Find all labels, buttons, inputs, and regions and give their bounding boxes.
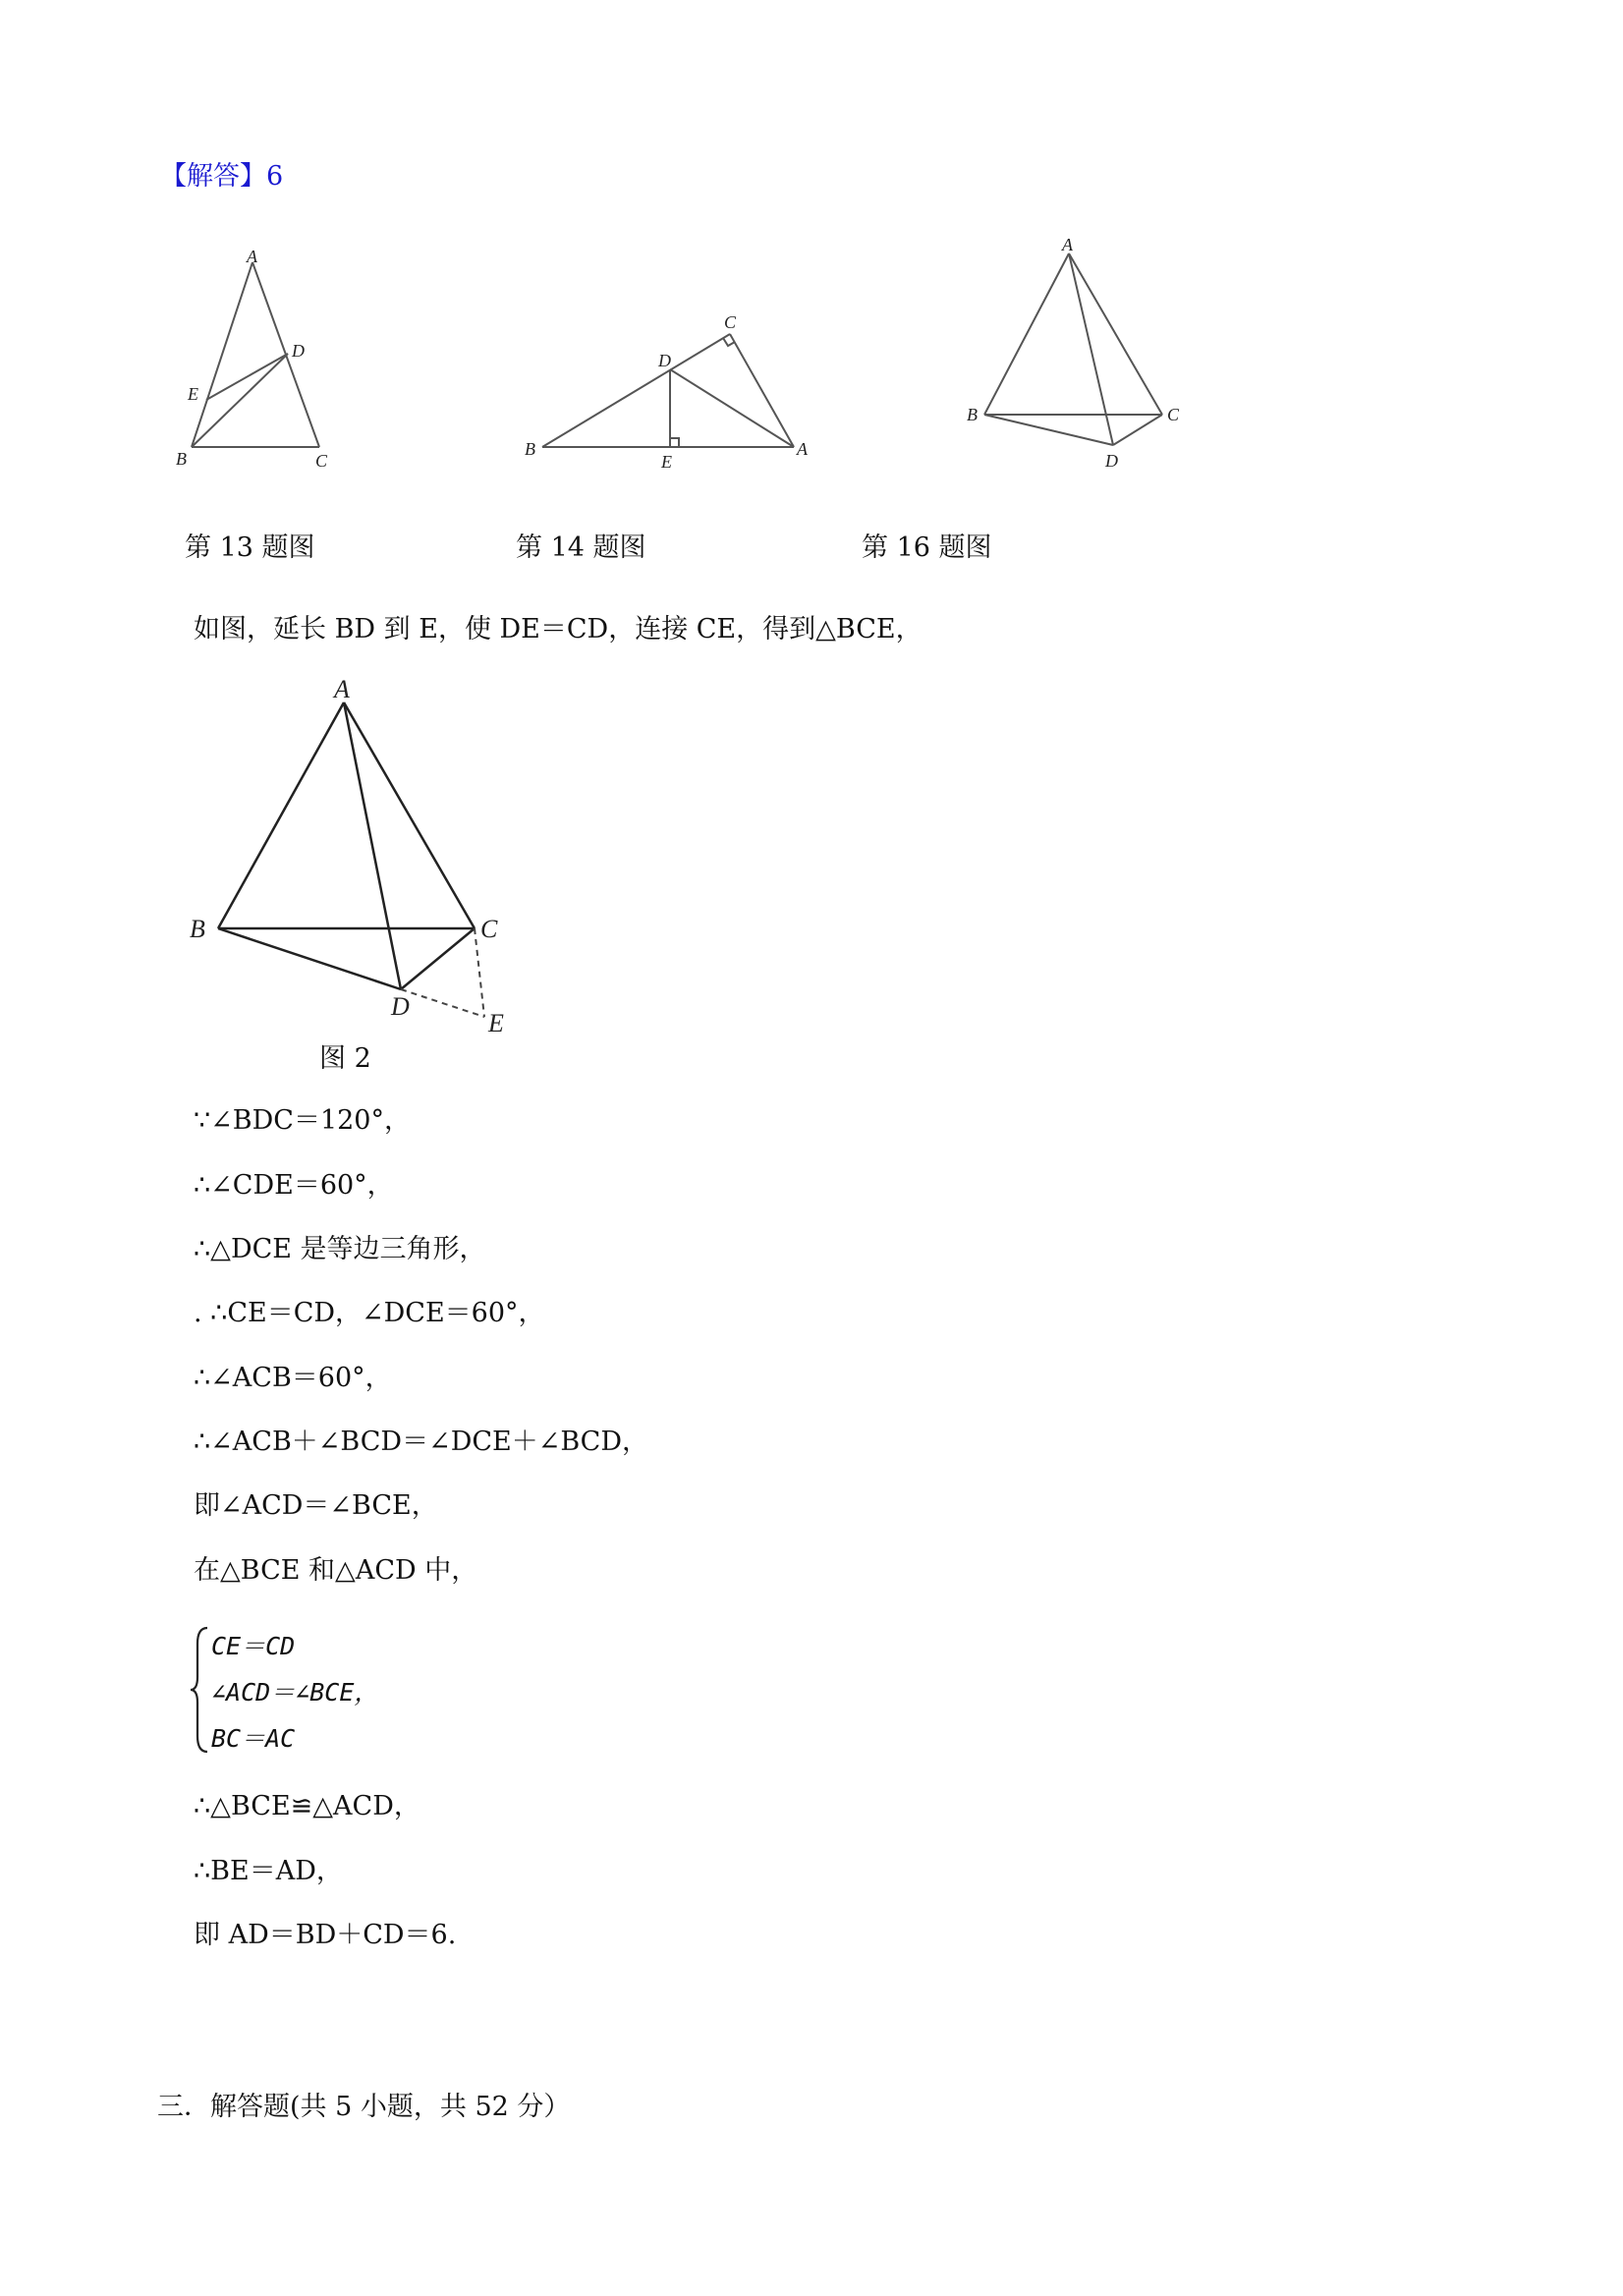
fig16-label-b: B [967, 405, 978, 424]
figure-13 [162, 241, 349, 476]
proof-step: ∴∠ACB＝60°， [194, 1363, 392, 1393]
system-line: CE＝CD [211, 1632, 296, 1660]
conclusion-step: ∴△BCE≌△ACD， [194, 1791, 420, 1821]
fig13-label-e: E [188, 384, 198, 404]
fig2-label-d: D [391, 992, 410, 1021]
fig16-label-c: C [1167, 405, 1180, 424]
fig14-label-e: E [661, 452, 672, 472]
fig2-label-b: B [190, 915, 205, 943]
proof-step: . ∴CE＝CD，∠DCE＝60°， [194, 1298, 545, 1328]
proof-step: ∴△DCE 是等边三角形， [194, 1234, 486, 1264]
proof-step: ∵∠BDC＝120°， [194, 1105, 411, 1136]
fig14-label-c: C [724, 312, 737, 332]
figure-16 [958, 231, 1194, 486]
conclusion-step: 即 AD＝BD＋CD＝6. [194, 1920, 457, 1950]
fig2-caption: 图 2 [319, 1043, 371, 1074]
fig14-caption: 第 14 题图 [516, 532, 646, 563]
answer-value: 6 [266, 161, 284, 192]
fig16-label-d: D [1105, 451, 1118, 471]
proof-step: 在△BCE 和△ACD 中， [194, 1555, 478, 1586]
fig2-label-c: C [480, 915, 498, 943]
fig13-label-c: C [315, 451, 328, 471]
figure-2 [182, 668, 535, 1091]
system-line: ∠ACD＝∠BCE， [211, 1678, 379, 1707]
fig14-label-b: B [525, 439, 535, 459]
fig13-label-a: A [247, 247, 257, 266]
proof-step: 即∠ACD＝∠BCE， [194, 1490, 438, 1521]
fig16-caption: 第 16 题图 [862, 532, 992, 563]
system-line: BC＝AC [211, 1724, 296, 1753]
fig2-label-a: A [334, 675, 350, 703]
proof-step: ∴∠ACB＋∠BCD＝∠DCE＋∠BCD， [194, 1427, 648, 1457]
fig14-label-a: A [797, 439, 808, 459]
section-heading: 三．解答题(共 5 小题，共 52 分） [157, 2092, 571, 2122]
answer-label: 【解答】 [160, 161, 266, 192]
proof-step: ∴∠CDE＝60°， [194, 1170, 394, 1201]
system-brace [190, 1626, 209, 1754]
intro-text: 如图，延长 BD 到 E，使 DE＝CD，连接 CE，得到△BCE， [194, 614, 923, 644]
fig14-label-d: D [658, 351, 671, 370]
figure-14 [516, 305, 820, 472]
fig13-label-b: B [176, 449, 187, 469]
fig13-label-d: D [292, 341, 305, 361]
fig2-label-e: E [488, 1009, 504, 1037]
answer-header [160, 160, 283, 194]
fig16-label-a: A [1062, 235, 1073, 254]
fig13-caption: 第 13 题图 [185, 532, 315, 563]
conclusion-step: ∴BE＝AD， [194, 1856, 343, 1886]
